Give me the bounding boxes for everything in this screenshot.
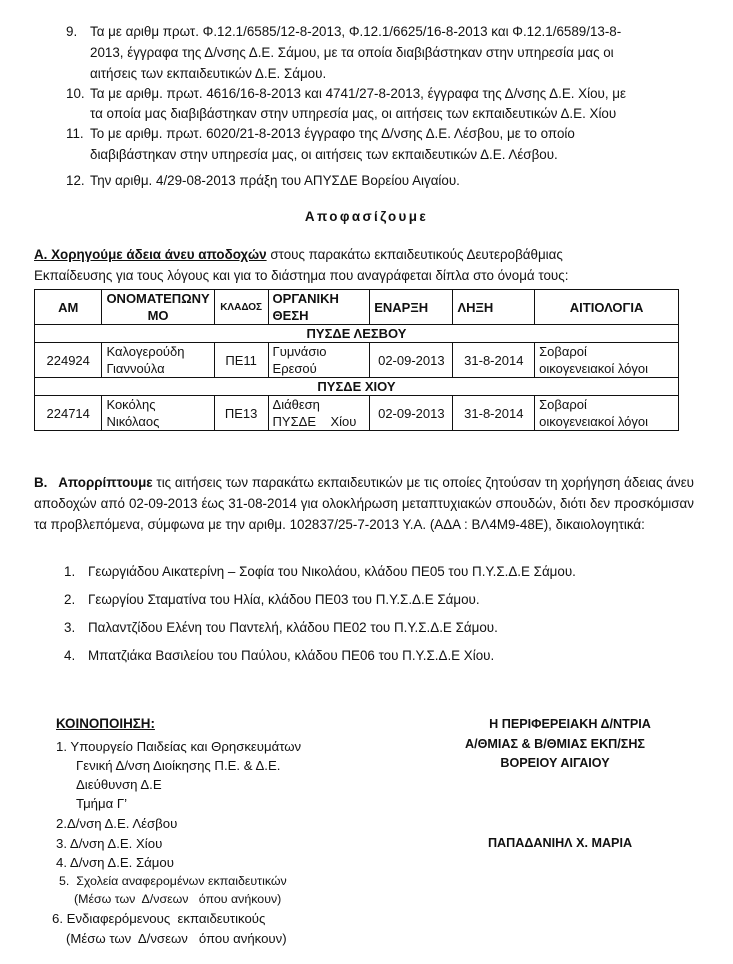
- table-row: [35, 396, 679, 431]
- header-name: ΟΝΟΜΑΤΕΠΩΝΥ ΜΟ: [102, 290, 214, 325]
- header-reason: ΑΙΤΙΟΛΟΓΙΑ: [535, 290, 679, 325]
- reference-number: 9.: [66, 24, 78, 39]
- notification-item: Τμήμα Γ’: [76, 796, 128, 811]
- notification-item: 2.Δ/νση Δ.Ε. Λέσβου: [56, 816, 178, 831]
- cell-am: 224714: [35, 396, 102, 431]
- notification-item: 6. Ενδιαφερόμενους εκπαιδευτικούς: [52, 911, 266, 926]
- region-label: ΠΥΣΔΕ ΧΙΟΥ: [35, 378, 679, 396]
- notification-title: ΚΟΙΝΟΠΟΙΗΣΗ:: [56, 716, 155, 731]
- section-a: [34, 244, 568, 286]
- cell-am: 224924: [35, 343, 102, 378]
- cell-end: 31-8-2014: [453, 396, 535, 431]
- rejected-item: 1. Γεωργιάδου Αικατερίνη – Σοφία του Νικολάου, κλάδου ΠΕ05 του Π.Υ.Σ.Δ.Ε Σάμου.: [64, 564, 576, 579]
- section-a-text: Εκπαίδευσης για τους λόγους και για το διάστημα που αναγράφεται δίπλα στο όνομά τους:: [34, 268, 569, 283]
- region-row: [35, 325, 679, 343]
- reference-text: τα οποία μας διαβιβάστηκαν στην υπηρεσία μας, οι αιτήσεις των εκπαιδευτικών Δ.Ε. Χίου: [90, 106, 617, 121]
- signature-title: ΒΟΡΕΙΟΥ ΑΙΓΑΙΟΥ: [500, 756, 610, 770]
- signature-title: Α/ΘΜΙΑΣ & Β/ΘΜΙΑΣ ΕΚΠ/ΣΗΣ: [465, 737, 645, 751]
- notification-item: (Μέσω των Δ/νσεων όπου ανήκουν): [74, 892, 282, 906]
- cell-reason: Σοβαροί οικογενειακοί λόγοι: [535, 343, 679, 378]
- reference-9: [66, 22, 621, 42]
- cell-post: Γυμνάσιο Ερεσού: [268, 343, 370, 378]
- rejected-item: 3. Παλαντζίδου Ελένη του Παντελή, κλάδου ΠΕ02 του Π.Υ.Σ.Δ.Ε Σάμου.: [64, 620, 498, 635]
- reference-number: 12.: [66, 173, 85, 188]
- header-am: ΑΜ: [35, 290, 102, 325]
- reference-text: 2013, έγγραφα της Δ/νσης Δ.Ε. Σάμου, με τα οποία διαβιβάστηκαν στην υπηρεσία μας οι: [90, 45, 614, 60]
- reference-12: [66, 171, 460, 191]
- cell-start: 02-09-2013: [370, 343, 453, 378]
- notification-item: Διεύθυνση Δ.Ε: [76, 777, 162, 792]
- notification-item: 3. Δ/νση Δ.Ε. Χίου: [56, 836, 163, 851]
- notification-item: 5. Σχολεία αναφερομένων εκπαιδευτικών: [59, 874, 287, 888]
- region-row: [35, 378, 679, 396]
- decision-heading: Αποφασίζουμε: [304, 209, 429, 224]
- cell-end: 31-8-2014: [453, 343, 535, 378]
- section-b: [34, 472, 694, 535]
- signatory-name: ΠΑΠΑΔΑΝΙΗΛ Χ. ΜΑΡΙΑ: [487, 836, 633, 850]
- rejected-item: 2. Γεωργίου Σταματίνα του Ηλία, κλάδου ΠΕ03 του Π.Υ.Σ.Δ.Ε Σάμου.: [64, 592, 480, 607]
- notification-item: 1. Υπουργείο Παιδείας και Θρησκευμάτων: [56, 739, 302, 754]
- header-post: ΟΡΓΑΝΙΚΗ ΘΕΣΗ: [268, 290, 370, 325]
- cell-branch: ΠΕ13: [214, 396, 268, 431]
- reference-10: [66, 84, 626, 104]
- cell-name: Κοκόλης Νικόλαος: [102, 396, 214, 431]
- reference-text: διαβιβάστηκαν στην υπηρεσία μας, οι αιτήσεις των εκπαιδευτικών Δ.Ε. Λέσβου.: [90, 147, 558, 162]
- notification-item: Γενική Δ/νση Διοίκησης Π.Ε. & Δ.Ε.: [76, 758, 281, 773]
- region-label: ΠΥΣΔΕ ΛΕΣΒΟΥ: [35, 325, 679, 343]
- cell-reason: Σοβαροί οικογενειακοί λόγοι: [535, 396, 679, 431]
- table-header-row: [35, 290, 679, 325]
- cell-name: Καλογερούδη Γιαννούλα: [102, 343, 214, 378]
- reference-text: αιτήσεις των εκπαιδευτικών Δ.Ε. Σάμου.: [90, 66, 327, 81]
- rejected-item: 4. Μπατζιάκα Βασιλείου του Παύλου, κλάδου ΠΕ06 του Π.Υ.Σ.Δ.Ε Χίου.: [64, 648, 495, 663]
- cell-post: Διάθεση ΠΥΣΔΕ Χίου: [268, 396, 370, 431]
- table-row: [35, 343, 679, 378]
- cell-start: 02-09-2013: [370, 396, 453, 431]
- signature-title: Η ΠΕΡΙΦΕΡΕΙΑΚΗ Δ/ΝΤΡΙΑ: [489, 717, 651, 731]
- section-b-text: τις αιτήσεις των παρακάτω εκπαιδευτικών με τις οποίες ζητούσαν τη χορήγηση άδειας άνευ αποδοχών από 02-09-2013 έως 31-08-2014 για ολοκλήρωση μεταπτυχιακών σπουδών, διότι δεν προσκόμισαν τα προβλεπόμενα, σύμφωνα με την αριθμ. 102837/25-7-2013 Υ.Α. (ΑΔΑ : ΒΛ4Μ9-48Ε), δικαιολογητικά:: [34, 475, 694, 532]
- reference-text: Το με αριθμ. πρωτ. 6020/21-8-2013 έγγραφο της Δ/νσης Δ.Ε. Λέσβου, με το οποίο: [90, 126, 575, 141]
- reference-number: 10.: [66, 86, 85, 101]
- reference-text: Τα με αριθμ. πρωτ. 4616/16-8-2013 και 4741/27-8-2013, έγγραφα της Δ/νσης Δ.Ε. Χίου, με: [90, 86, 626, 101]
- reference-number: 11.: [66, 126, 84, 141]
- reference-11: [66, 124, 575, 144]
- notification-item: 4. Δ/νση Δ.Ε. Σάμου: [56, 855, 174, 870]
- header-end: ΛΗΞΗ: [453, 290, 535, 325]
- leave-table: [34, 289, 679, 431]
- header-start: ΕΝΑΡΞΗ: [370, 290, 453, 325]
- section-b-lead: Β. Απορρίπτουμε: [34, 475, 153, 490]
- section-a-lead: Α. Χορηγούμε άδεια άνευ αποδοχών: [34, 247, 267, 262]
- reference-text: Την αριθμ. 4/29-08-2013 πράξη του ΑΠΥΣΔΕ Βορείου Αιγαίου.: [90, 173, 460, 188]
- section-a-text: στους παρακάτω εκπαιδευτικούς Δευτεροβάθμιας: [266, 247, 563, 262]
- cell-branch: ΠΕ11: [214, 343, 268, 378]
- header-branch: ΚΛΑΔΟΣ: [214, 290, 268, 325]
- notification-item: (Μέσω των Δ/νσεων όπου ανήκουν): [66, 931, 287, 946]
- reference-text: Τα με αριθμ πρωτ. Φ.12.1/6585/12-8-2013, Φ.12.1/6625/16-8-2013 και Φ.12.1/6589/13-8-: [90, 24, 622, 39]
